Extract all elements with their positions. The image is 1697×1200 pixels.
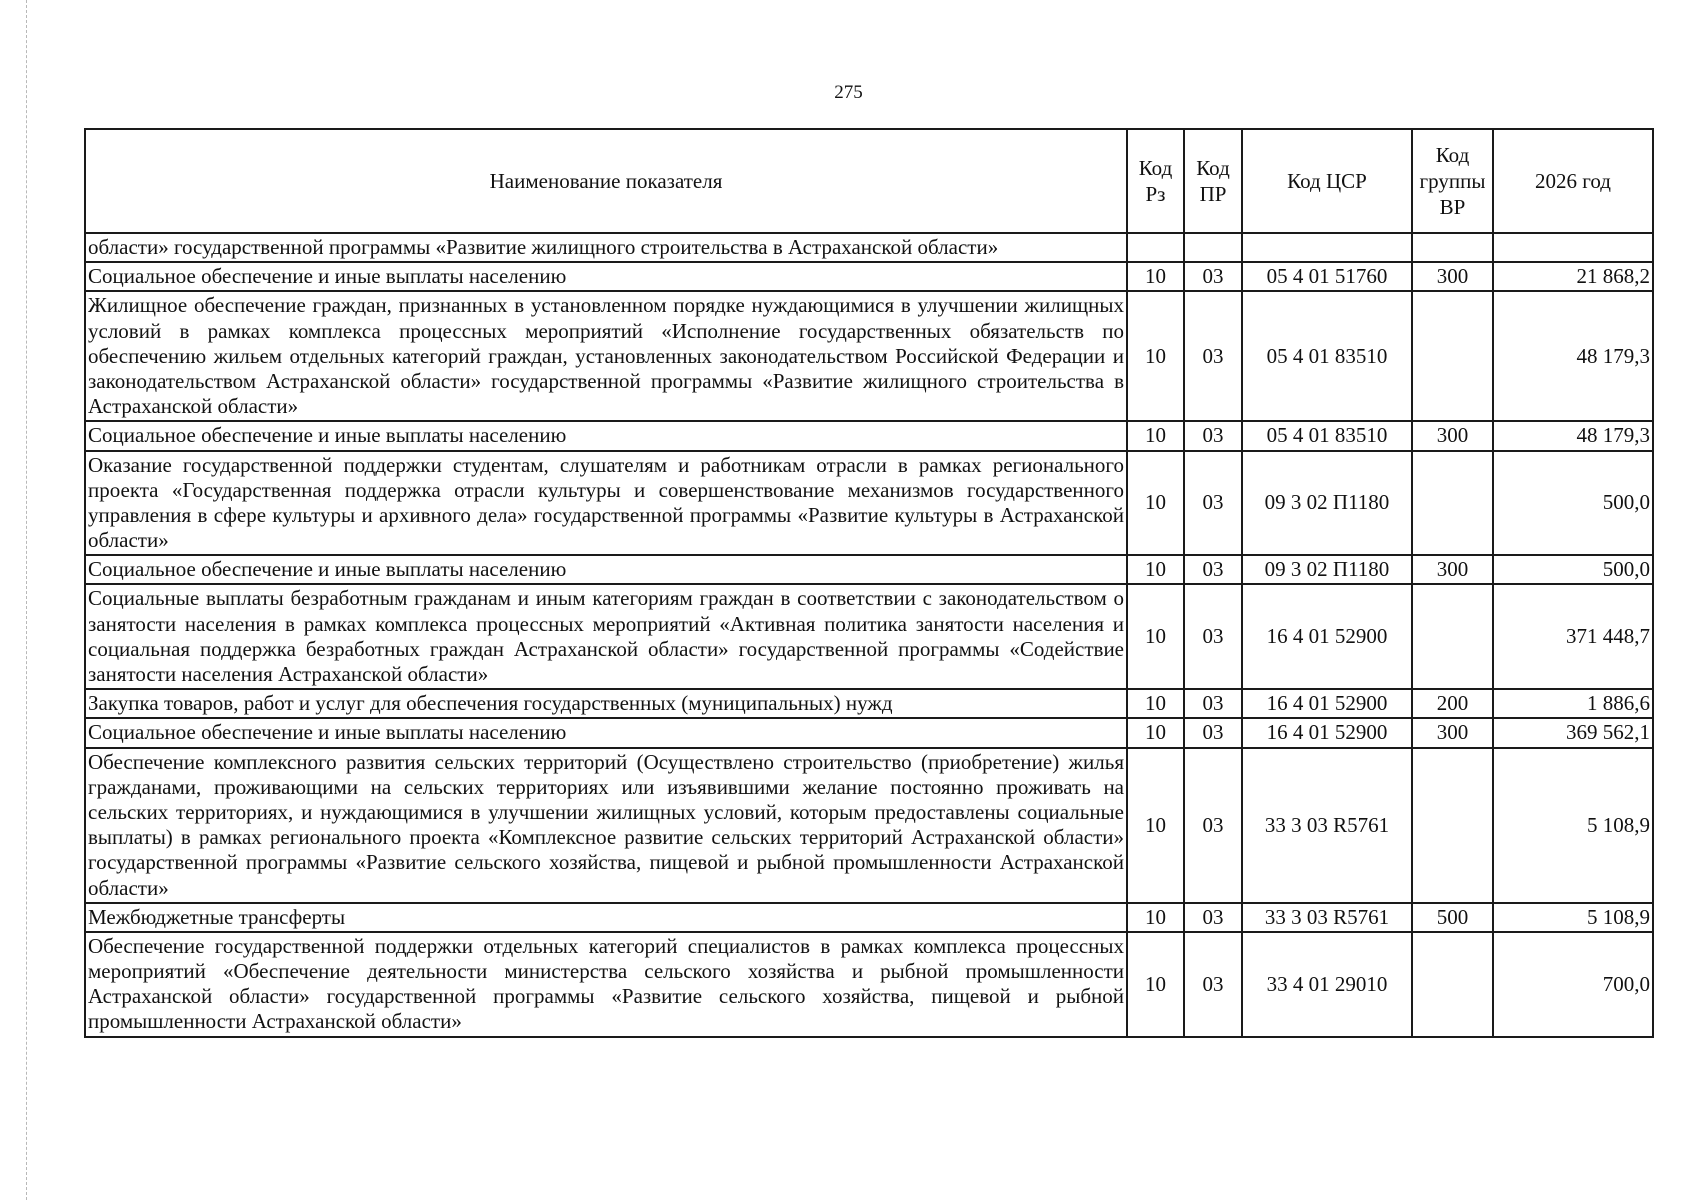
row-csr: 05 4 01 51760 [1242,262,1412,291]
row-name: Социальные выплаты безработным гражданам и иным категориям граждан в соответствии с законодательством о занятости населения в рамках комплекса процессных мероприятий «Активная политика занятости населения и социальная поддержка безработных граждан Астраханской области» государственной программы «Содействие занятости населения Астраханской области» [85,584,1127,689]
row-amount: 500,0 [1493,451,1653,556]
row-rz: 10 [1127,689,1184,718]
table-row [85,718,1653,747]
table-row [85,421,1653,450]
row-rz: 10 [1127,421,1184,450]
table-row [85,748,1653,903]
row-vr: 300 [1412,262,1493,291]
row-rz: 10 [1127,903,1184,932]
row-amount: 21 868,2 [1493,262,1653,291]
table-row [85,233,1653,262]
row-name: Жилищное обеспечение граждан, признанных в установленном порядке нуждающимися в улучшении жилищных условий в рамках комплекса процессных мероприятий «Исполнение государственных обязательств по обеспечению жильем отдельных категорий граждан, установленных законодательством Российской Федерации и законодательством Астраханской области» государственной программы «Развитие жилищного строительства в Астраханской области» [85,291,1127,421]
row-pr: 03 [1184,555,1242,584]
row-name: Социальное обеспечение и иные выплаты населению [85,555,1127,584]
row-vr [1412,451,1493,556]
row-amount: 371 448,7 [1493,584,1653,689]
row-name: Межбюджетные трансферты [85,903,1127,932]
header-vr: Код группы ВР [1412,129,1493,233]
table-row [85,262,1653,291]
row-rz: 10 [1127,748,1184,903]
row-csr: 09 3 02 П1180 [1242,555,1412,584]
row-rz: 10 [1127,718,1184,747]
row-pr: 03 [1184,903,1242,932]
row-amount: 700,0 [1493,932,1653,1037]
table-row [85,291,1653,421]
row-rz: 10 [1127,262,1184,291]
budget-table [84,128,1654,1038]
row-name: Оказание государственной поддержки студентам, слушателям и работникам отрасли в рамках регионального проекта «Государственная поддержка отрасли культуры и совершенствование механизмов государственного управления в сфере культуры и архивного дела» государственной программы «Развитие культуры в Астраханской области» [85,451,1127,556]
row-csr: 33 3 03 R5761 [1242,903,1412,932]
header-csr: Код ЦСР [1242,129,1412,233]
row-amount: 500,0 [1493,555,1653,584]
table-row [85,903,1653,932]
header-year: 2026 год [1493,129,1653,233]
row-pr: 03 [1184,584,1242,689]
row-pr: 03 [1184,748,1242,903]
row-amount [1493,233,1653,262]
row-rz: 10 [1127,291,1184,421]
row-csr: 33 4 01 29010 [1242,932,1412,1037]
row-vr [1412,584,1493,689]
row-vr: 200 [1412,689,1493,718]
table-row [85,689,1653,718]
row-name: Обеспечение государственной поддержки отдельных категорий специалистов в рамках комплекса процессных мероприятий «Обеспечение деятельности министерства сельского хозяйства и рыбной промышленности Астраханской области» государственной программы «Развитие сельского хозяйства, пищевой и рыбной промышленности Астраханской области» [85,932,1127,1037]
row-csr: 09 3 02 П1180 [1242,451,1412,556]
row-amount: 5 108,9 [1493,748,1653,903]
row-vr: 300 [1412,555,1493,584]
row-rz [1127,233,1184,262]
row-name: Закупка товаров, работ и услуг для обеспечения государственных (муниципальных) нужд [85,689,1127,718]
row-amount: 48 179,3 [1493,421,1653,450]
header-rz: Код Рз [1127,129,1184,233]
row-csr: 05 4 01 83510 [1242,291,1412,421]
row-pr [1184,233,1242,262]
row-pr: 03 [1184,689,1242,718]
row-vr [1412,233,1493,262]
row-name: Социальное обеспечение и иные выплаты населению [85,262,1127,291]
header-name: Наименование показателя [85,129,1127,233]
table-row [85,584,1653,689]
row-vr: 500 [1412,903,1493,932]
row-vr [1412,291,1493,421]
row-amount: 48 179,3 [1493,291,1653,421]
row-csr: 16 4 01 52900 [1242,584,1412,689]
table-row [85,932,1653,1037]
row-vr [1412,932,1493,1037]
row-amount: 1 886,6 [1493,689,1653,718]
row-rz: 10 [1127,451,1184,556]
row-pr: 03 [1184,421,1242,450]
row-name: Обеспечение комплексного развития сельских территорий (Осуществлено строительство (приобретение) жилья гражданами, проживающими на сельских территориях или изъявившими желание постоянно проживать на сельских территориях, и нуждающимися в улучшении жилищных условий, которым предоставлены социальные выплаты) в рамках регионального проекта «Комплексное развитие сельских территорий Астраханской области» государственной программы «Развитие сельского хозяйства, пищевой и рыбной промышленности Астраханской области» [85,748,1127,903]
row-csr: 16 4 01 52900 [1242,718,1412,747]
row-csr: 05 4 01 83510 [1242,421,1412,450]
table-row [85,451,1653,556]
row-vr: 300 [1412,718,1493,747]
row-amount: 369 562,1 [1493,718,1653,747]
row-rz: 10 [1127,555,1184,584]
row-pr: 03 [1184,932,1242,1037]
row-csr [1242,233,1412,262]
table-header-row [85,129,1653,233]
row-name: Социальное обеспечение и иные выплаты населению [85,421,1127,450]
row-rz: 10 [1127,932,1184,1037]
row-vr: 300 [1412,421,1493,450]
page-number: 275 [834,82,863,103]
row-name: Социальное обеспечение и иные выплаты населению [85,718,1127,747]
table-row [85,555,1653,584]
row-pr: 03 [1184,718,1242,747]
row-pr: 03 [1184,262,1242,291]
row-pr: 03 [1184,451,1242,556]
row-csr: 33 3 03 R5761 [1242,748,1412,903]
row-name: области» государственной программы «Развитие жилищного строительства в Астраханской области» [85,233,1127,262]
row-pr: 03 [1184,291,1242,421]
scan-margin-line [26,0,27,1200]
row-rz: 10 [1127,584,1184,689]
header-pr: Код ПР [1184,129,1242,233]
row-vr [1412,748,1493,903]
row-csr: 16 4 01 52900 [1242,689,1412,718]
row-amount: 5 108,9 [1493,903,1653,932]
